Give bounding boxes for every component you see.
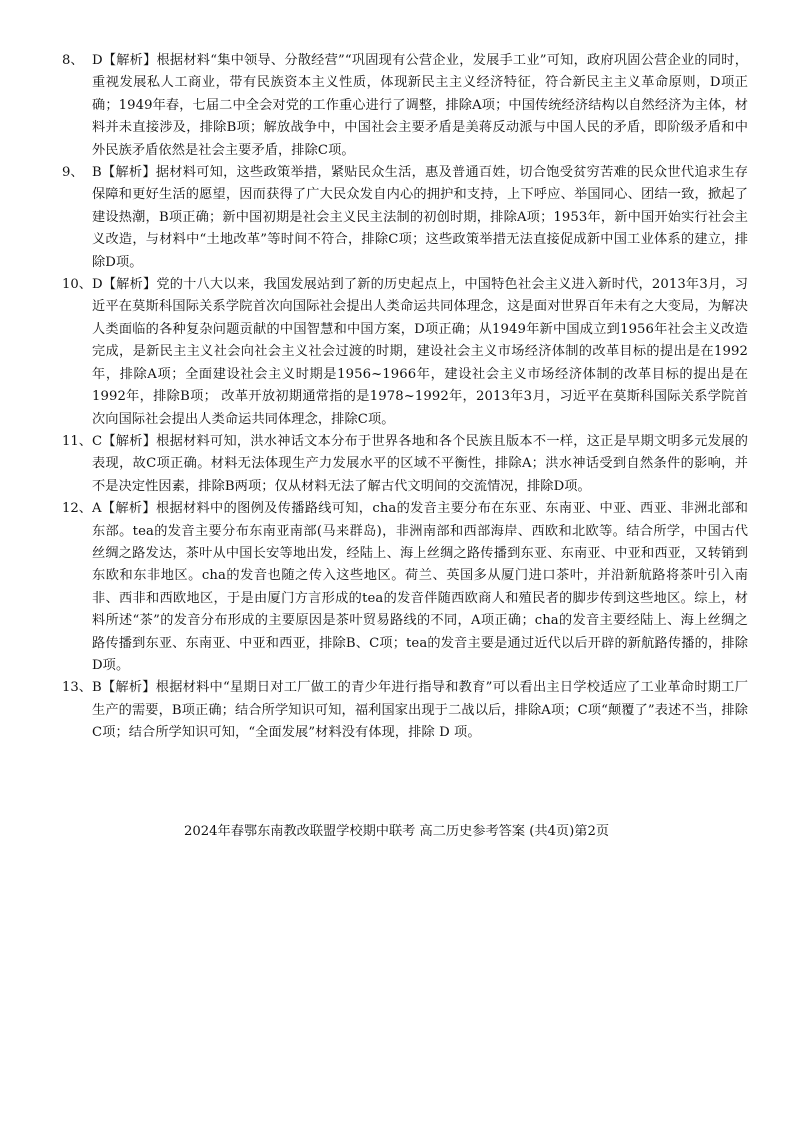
answer-item-8 bbox=[62, 50, 748, 162]
question-number: 13、 bbox=[62, 680, 92, 696]
question-number: 12、 bbox=[62, 501, 92, 517]
question-number: 10、 bbox=[62, 277, 92, 293]
answer-explanation: D【解析】党的十八大以来，我国发展站到了新的历史起点上，中国特色社会主义进入新时代，2013年3月，习近平在莫斯科国际关系学院首次向国际社会提出人类命运共同体理念，这是面对世界百年未有之大变局，为解决人类面临的各种复杂问题贡献的中国智慧和中国方案，D项正确；从1949年新中国成立到1956年社会主义改造完成，是新民主主义社会向社会主义社会过渡的时期，建设社会主义市场经济体制的改革目标的提出是在1992年，排除A项；全面建设社会主义时期是1956~1966年，建设社会主义市场经济体制的改革目标的提出是在1992年，排除B项； 改革开放初期通常指的是1978~1992年，2013年3月，习近平在莫斯科国际关系学院首次向国际社会提出人类命运共同体理念，排除C项。 bbox=[92, 277, 748, 427]
answer-item-13 bbox=[62, 677, 748, 744]
answer-explanation: B【解析】根据材料中“星期日对工厂做工的青少年进行指导和教育”可以看出主日学校适应了工业革命时期工厂生产的需要，B项正确；结合所学知识可知，福利国家出现于二战以后，排除A项；C项“颠覆了”表述不当，排除C项；结合所学知识可知，“全面发展”材料没有体现，排除 D 项。 bbox=[92, 680, 748, 741]
question-number: 9、 bbox=[62, 165, 84, 181]
answer-item-9 bbox=[62, 162, 748, 274]
answer-explanation: A【解析】根据材料中的图例及传播路线可知，cha的发音主要分布在东亚、东南亚、中亚、西亚、非洲北部和东部。tea的发音主要分布东南亚南部(马来群岛)，非洲南部和西部海岸、西欧和北欧等。结合所学，中国古代丝绸之路发达，茶叶从中国长安等地出发，经陆上、海上丝绸之路传播到东亚、东南亚、中亚和西亚，又转销到东欧和东非地区。cha的发音也随之传入这些地区。荷兰、英国多从厦门进口茶叶，并沿新航路将茶叶引入南非、西非和西欧地区，于是由厦门方言形成的tea的发音伴随西欧商人和殖民者的脚步传到这些地区。综上，材料所述“茶”的发音分布形成的主要原因是茶叶贸易路线的不同，A项正确；cha的发音主要经陆上、海上丝绸之路传播到东亚、东南亚、中亚和西亚，排除B、C项；tea的发音主要是通过近代以后开辟的新航路传播的，排除D项。 bbox=[92, 501, 748, 673]
answer-key-page bbox=[62, 50, 748, 745]
answer-item-10 bbox=[62, 274, 748, 431]
question-number: 11、 bbox=[62, 433, 92, 449]
answer-item-11 bbox=[62, 431, 748, 498]
question-number: 8、 bbox=[62, 53, 84, 68]
answer-explanation: D【解析】根据材料“集中领导、分散经营”“巩固现有公营企业，发展手工业”可知，政府巩固公营企业的同时，重视发展私人工商业，带有民族资本主义性质，体现新民主主义经济特征，符合新民主主义革命原则，D项正确；1949年春，七届二中全会对党的工作重心进行了调整，排除A项；中国传统经济结构以自然经济为主体，材料并未直接涉及，排除B项；解放战争中，中国社会主要矛盾是美蒋反动派与中国人民的矛盾，即阶级矛盾和中外民族矛盾依然是社会主要矛盾，排除C项。 bbox=[92, 53, 748, 158]
answer-explanation: C【解析】根据材料可知，洪水神话文本分布于世界各地和各个民族且版本不一样，这正是早期文明多元发展的表现，故C项正确。材料无法体现生产力发展水平的区域不平衡性，排除A；洪水神话受到自然条件的影响，并不是决定性因素，排除B两项；仅从材料无法了解古代文明间的交流情况，排除D项。 bbox=[92, 433, 748, 494]
page-footer: 2024年春鄂东南教改联盟学校期中联考 高二历史参考答案 (共4页)第2页 bbox=[183, 824, 610, 839]
answer-explanation: B【解析】据材料可知，这些政策举措，紧贴民众生活，惠及普通百姓，切合饱受贫穷苦难的民众世代追求生存保障和更好生活的愿望，因而获得了广大民众发自内心的拥护和支持，上下呼应、举国同心、团结一致，掀起了建设热潮，B项正确；新中国初期是社会主义民主法制的初创时期，排除A项；1953年，新中国开始实行社会主义改造，与材料中“土地改革”等时间不符合，排除C项；这些政策举措无法直接促成新中国工业体系的建立，排除D项。 bbox=[92, 165, 748, 270]
answer-item-12 bbox=[62, 498, 748, 677]
